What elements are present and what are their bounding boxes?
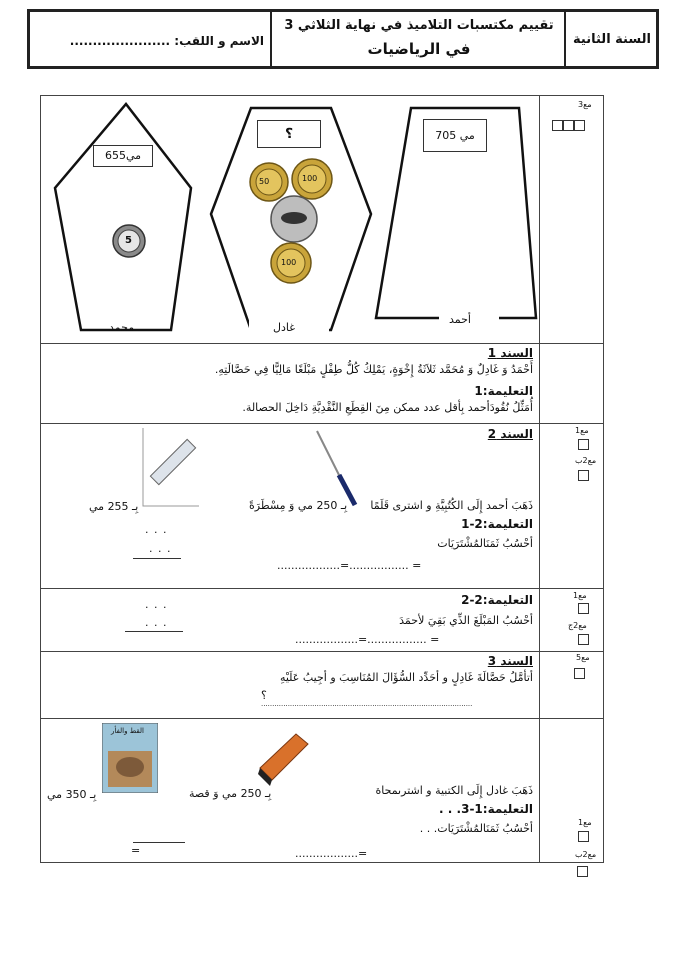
answer-underline (133, 842, 185, 843)
score-checkbox[interactable] (574, 120, 585, 131)
criterion-label: مع5 (576, 653, 590, 662)
score-checkbox[interactable] (574, 668, 585, 679)
mohamed-purse (55, 104, 191, 330)
criterion-label: مع1 (578, 818, 592, 827)
score-checkbox[interactable] (578, 634, 589, 645)
answer-dots[interactable]: . . . (145, 523, 168, 536)
row-divider (41, 343, 603, 344)
instruction21-title: التعليمة:2-1 (461, 517, 533, 531)
score-checkbox[interactable] (577, 866, 588, 877)
mohamed-name: محمد (109, 321, 135, 334)
instruction21-text: أحْسُبُ ثَمَنَالمُشْتَرَيَات (437, 537, 533, 550)
sanad3-text: أتأمَّلُ حَصَّالَةَ غَادِلٍ و أحَدِّد السُّؤَالَ المُنَاسِبَ و أجِيبُ عَلَيْهِ (279, 671, 533, 684)
answer-line[interactable]: ............................................................................................... (261, 700, 473, 708)
title-cell (270, 12, 564, 66)
sanad3-title: السند 3 (487, 654, 533, 668)
score-checkbox[interactable] (578, 831, 589, 842)
score-checkbox[interactable] (578, 439, 589, 450)
instruction22-title: التعليمة:2-2 (461, 593, 533, 607)
coin-label: 5 (125, 235, 132, 246)
row-divider (41, 588, 603, 589)
equation-31[interactable]: ..................= (295, 847, 368, 860)
answer-underline (125, 631, 183, 632)
ahmed-name: أحمد (449, 313, 471, 326)
grade-cell (564, 12, 656, 66)
mohamed-price: 655مي (104, 149, 142, 162)
instruction22-text: أحْسُبُ المَبْلَغَ الذِّي بَقِيَ لأحمَدَ (399, 614, 533, 627)
coin-label: 50 (259, 177, 270, 186)
criterion-label: مع2ب (575, 456, 597, 465)
name-cell (30, 12, 270, 66)
adel-price-box (257, 120, 321, 148)
page-title: تقييم مكتسبات التلاميذ في نهاية الثلاثي 3 (284, 18, 554, 33)
criterion-label: مع1 (573, 591, 587, 600)
sanad4-text3: بِـ 350 مي (47, 788, 97, 801)
criterion-label: مع3 (578, 100, 592, 109)
question-mark: ؟ (261, 689, 267, 702)
sanad2-text: ذَهَبَ أحمد إِلَى الكُتُبِيَّةِ و اشترى قَلَمًا (370, 499, 533, 512)
pen-icon (313, 429, 361, 509)
equation-21[interactable]: ..................=................. = (277, 559, 422, 572)
book-title: القط والفأر (111, 727, 145, 735)
sanad1-title: السند 1 (487, 346, 533, 360)
score-checkbox[interactable] (578, 470, 589, 481)
ruler-icon (141, 426, 201, 508)
page-subtitle: في الرياضيات (367, 40, 471, 58)
sanad1-text: أَحْمَدُ وَ غَادِلٌ وَ مُحَمَّد ثَلاَثَةُ إِخْوَةٍ، يَمْلِكُ كُلُّ طِفْلٍ مَبْلَغًا مَالِيًّا فِي حَصَّالَتِهِ. (214, 363, 533, 376)
coin-label: 100 (302, 174, 318, 183)
row-divider (41, 651, 603, 652)
coin-200-icon (271, 196, 317, 242)
criterion-label: مع2ب (575, 850, 597, 859)
ahmed-price: 705 مي (435, 129, 475, 142)
sanad2-title: السند 2 (487, 427, 533, 441)
instruction31-text: أحْسُبُ ثَمَنَالمُشْتَرَيَات. . . (419, 822, 533, 835)
instruction31-title: التعليمة:1-3. . . (439, 802, 533, 816)
answer-dots[interactable]: . . . (149, 542, 172, 555)
equation-22[interactable]: ..................=................. = (295, 633, 440, 646)
answer-underline (133, 558, 181, 559)
grade-label: السنة الثانية (573, 32, 651, 47)
adel-price: ؟ (284, 126, 294, 142)
ahmed-price-box (423, 119, 487, 152)
eraser-icon (256, 728, 310, 792)
coin-label: 100 (281, 258, 297, 267)
sanad4-text2: بِـ 250 مي وَ قصة (189, 787, 272, 800)
name-field[interactable]: الاسم و اللقب: ...................... (69, 34, 264, 48)
sanad2-text3: بِـ 255 مي (89, 500, 139, 513)
header-box (27, 9, 659, 69)
exercise-table (40, 95, 604, 863)
score-checkbox[interactable] (578, 603, 589, 614)
adel-name: غادل (273, 321, 295, 334)
mohamed-price-box (93, 145, 153, 167)
score-checkbox[interactable] (552, 120, 563, 131)
instruction1-text: أُمَثِّلُ نُقُودَأحمد بِأقل عدد ممكن مِنَ القِطَعِ النَّقْدِيَّةِ دَاخِلَ الحصالة. (242, 401, 533, 414)
sanad2-text2: بِـ 250 مي وَ مِسْطَرَةً (249, 499, 348, 512)
criteria-column-divider (539, 96, 540, 862)
row-divider (41, 423, 603, 424)
score-checkbox[interactable] (563, 120, 574, 131)
answer-dots[interactable]: . . . (145, 598, 168, 611)
criterion-label: مع1 (575, 426, 589, 435)
row-divider (41, 718, 603, 719)
answer-dots[interactable]: . . . (145, 616, 168, 629)
sanad4-text: ذَهَبَ غادل إِلَى الكتبية و اشترىمحاة (375, 784, 533, 797)
equation-31-result[interactable]: = (131, 844, 141, 857)
instruction1-title: التعليمة:1 (474, 384, 533, 398)
criterion-label: مع2ج (568, 621, 587, 630)
